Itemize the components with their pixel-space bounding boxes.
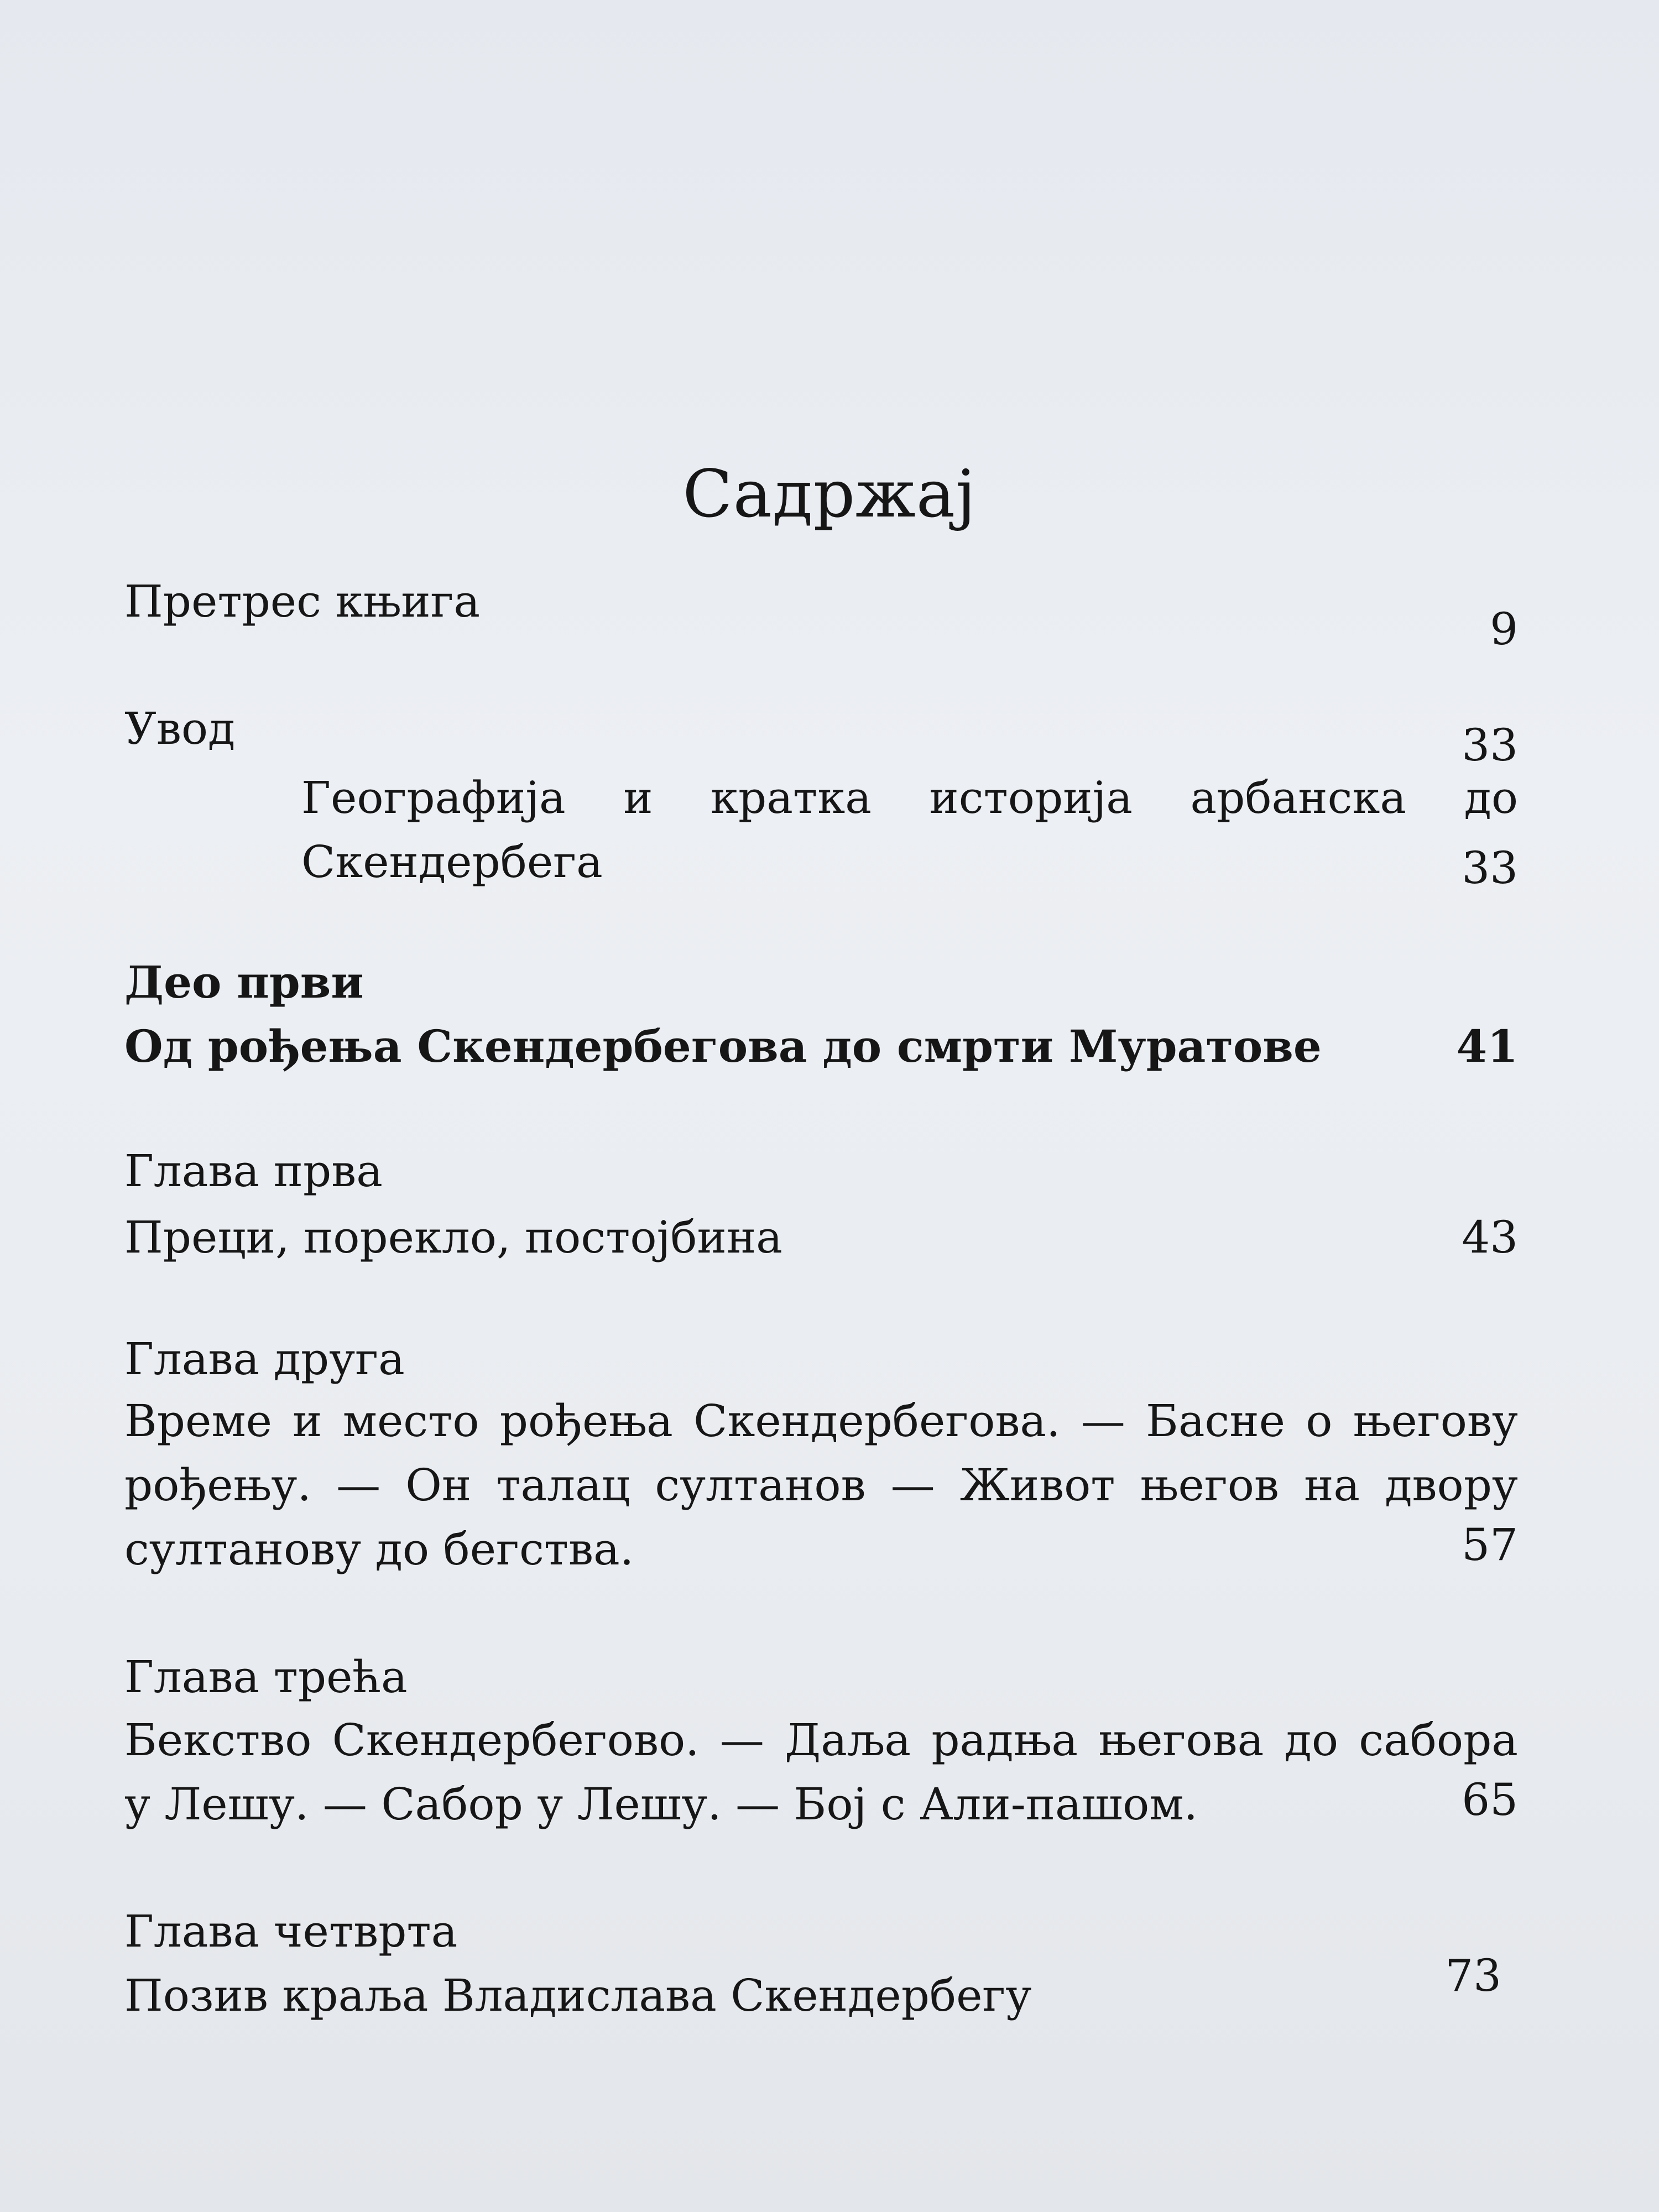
page-number: 57 xyxy=(1462,1519,1518,1571)
toc-heading: Претрес књига xyxy=(124,576,481,627)
toc-entry-glava-prva xyxy=(124,1139,1518,1283)
chapter-label: Глава трећа xyxy=(124,1651,408,1703)
chapter-title: Позив краља Владислава Скендербегу xyxy=(124,1970,1032,2021)
page-title: Садржај xyxy=(682,456,977,533)
page-number: 73 xyxy=(1445,1950,1501,2001)
chapter-title-line: Бекство Скендербегово. — Даља радња његова до сабора xyxy=(124,1714,1518,1766)
toc-entry-glava-cetvrta xyxy=(124,1900,1518,2043)
chapter-title-line: Време и место рођења Скендербегова. — Басне о његову xyxy=(124,1395,1518,1447)
toc-subentry-line: Географија и кратка историја арбанска до xyxy=(301,772,1518,823)
toc-entry-glava-treca xyxy=(124,1645,1518,1855)
chapter-title-line: султанову до бегства. xyxy=(124,1524,634,1575)
toc-subentry-line: Скендербега xyxy=(301,836,603,888)
chapter-title-line: рођењу. — Он талац султанов — Живот његов на двору xyxy=(124,1459,1518,1511)
chapter-label: Глава четврта xyxy=(124,1906,458,1957)
page-number: 43 xyxy=(1462,1212,1518,1263)
page-number: 33 xyxy=(1462,842,1518,894)
toc-entry-deo-prvi xyxy=(124,950,1518,1094)
page-number: 41 xyxy=(1456,1020,1518,1072)
chapter-title: Преци, порекло, постојбина xyxy=(124,1212,782,1263)
part-label: Део први xyxy=(124,956,364,1008)
part-title: Од рођења Скендербегова до смрти Муратове xyxy=(124,1020,1322,1072)
toc-heading: Увод xyxy=(124,703,236,754)
page-number: 33 xyxy=(1462,719,1518,771)
page-number: 65 xyxy=(1462,1774,1518,1825)
chapter-label: Глава прва xyxy=(124,1145,383,1197)
chapter-title-line: у Лешу. — Сабор у Лешу. — Бој с Али-пашом. xyxy=(124,1778,1198,1830)
toc-entry-pretres xyxy=(124,570,1518,680)
chapter-label: Глава друга xyxy=(124,1333,405,1385)
toc-entry-uvod xyxy=(124,697,1518,907)
page-number: 9 xyxy=(1490,603,1518,655)
toc-entry-glava-druga xyxy=(124,1327,1518,1593)
